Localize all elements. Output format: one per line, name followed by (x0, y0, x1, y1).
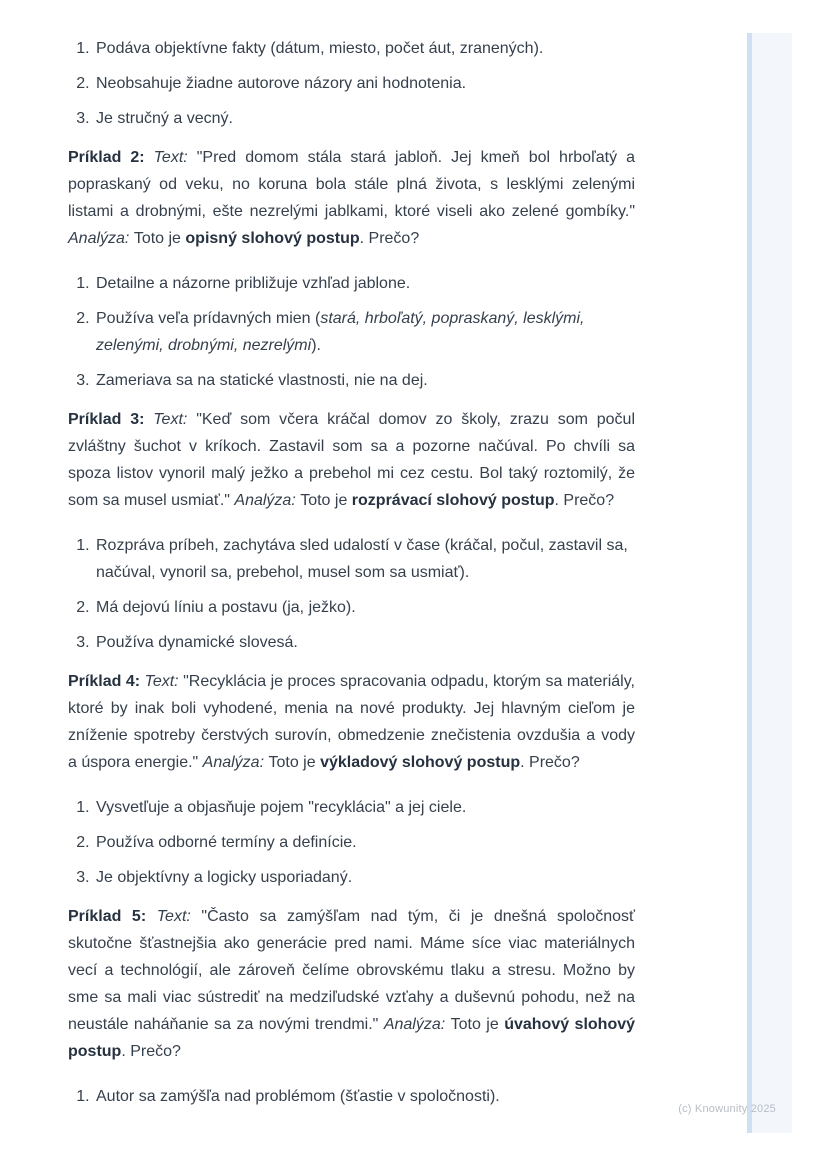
bold-text: Príklad 3: (68, 411, 154, 428)
text-run: . Prečo? (520, 754, 580, 771)
bold-text: opisný slohový postup (185, 230, 360, 247)
italic-text: Analýza: (68, 230, 134, 247)
paragraph (68, 406, 635, 514)
text-run: Je objektívny a logicky usporiadaný. (96, 869, 353, 886)
list-item (94, 70, 635, 97)
list-item (94, 864, 635, 891)
text-run: Detailne a názorne približuje vzhľad jablone. (96, 275, 411, 292)
text-run: "Keď som včera kráčal domov zo školy, zrazu som počul zvláštny šuchot v kríkoch. Zastavil som sa a pozorne načúval. Po chvíli sa spoza listov vynoril malý ježko a prebehol mi cez cestu. Bol taký roztomilý, že som sa musel usmiať." (68, 411, 636, 509)
text-run: Má dejovú líniu a postavu (ja, ježko). (96, 599, 356, 616)
text-run: Toto je (450, 1016, 505, 1033)
list-item (94, 270, 635, 297)
text-run: Toto je (133, 230, 186, 247)
bold-text: výkladový slohový postup (320, 754, 521, 771)
list-item (94, 1083, 635, 1110)
text-run: Toto je (268, 754, 321, 771)
italic-text: Analýza: (383, 1016, 451, 1033)
text-run: "Často sa zamýšľam nad tým, či je dnešná spoločnosť skutočne šťastnejšia ako generácie pred nami. Máme síce viac materiálnych vecí a technológií, ale zároveň čelíme obrovskému tlaku a stresu. Možno by sme sa mali viac sústrediť na medziľudské vzťahy a duševnú pohodu, než na neustále naháňanie sa za novými trendmi." (68, 908, 635, 1033)
text-run: . Prečo? (554, 492, 615, 509)
text-run: Zameriava sa na statické vlastnosti, nie na dej. (96, 372, 428, 389)
ordered-list (68, 1083, 635, 1110)
text-run: "Recyklácia je proces spracovania odpadu, ktorým sa materiály, ktoré by inak boli vyhodené, menia na nové produkty. Jej hlavným cieľom je zníženie spotreby čerstvých surovín, obmedzenie znečistenia ovzdušia a vody a úspora energie." (68, 673, 635, 771)
ordered-list (68, 35, 635, 132)
text-run: Podáva objektívne fakty (dátum, miesto, počet áut, zranených). (96, 40, 544, 57)
ordered-list (68, 270, 635, 394)
text-run: Používa dynamické slovesá. (96, 634, 298, 651)
document-content (68, 35, 635, 1122)
list-item (94, 35, 635, 62)
right-vertical-bar (747, 33, 792, 1133)
text-run: Vysvetľuje a objasňuje pojem "recyklácia" a jej ciele. (96, 799, 467, 816)
list-item (94, 829, 635, 856)
bold-text: rozprávací slohový postup (351, 492, 555, 509)
italic-text: Text: (144, 673, 184, 690)
text-run: Je stručný a vecný. (96, 110, 233, 127)
paragraph (68, 668, 635, 776)
text-run: . Prečo? (121, 1043, 181, 1060)
text-run: . Prečo? (359, 230, 420, 247)
text-run: ). (311, 337, 321, 354)
list-item (94, 105, 635, 132)
text-run: Rozpráva príbeh, zachytáva sled udalostí v čase (kráčal, počul, zastavil sa, načúval, vynoril sa, prebehol, musel som sa usmiať). (96, 537, 628, 581)
paragraph (68, 144, 635, 252)
ordered-list (68, 532, 635, 656)
text-run: Neobsahuje žiadne autorove názory ani hodnotenia. (96, 75, 467, 92)
list-item (94, 594, 635, 621)
bold-text: Príklad 2: (68, 149, 154, 166)
bold-text: úvahový slohový postup (68, 1016, 636, 1060)
right-vertical-bar-edge (747, 33, 752, 1133)
text-run: Používa veľa prídavných mien ( (96, 310, 321, 327)
italic-text: Analýza: (234, 492, 301, 509)
italic-text: Text: (153, 411, 197, 428)
watermark: (c) Knowunity 2025 (678, 1103, 776, 1115)
list-item (94, 794, 635, 821)
list-item (94, 305, 635, 359)
ordered-list (68, 794, 635, 891)
italic-text: stará, hrboľatý, popraskaný, lesklými, zelenými, drobnými, nezrelými (96, 310, 585, 354)
text-run: "Pred domom stála stará jabloň. Jej kmeň bol hrboľatý a popraskaný od veku, no koruna bola stále plná života, s lesklými zelenými listami a drobnými, ešte nezrelými jablkami, ktoré viseli ako zelené gombíky." (68, 149, 635, 220)
bold-text: Príklad 5: (68, 908, 157, 925)
italic-text: Text: (156, 908, 202, 925)
text-run: Autor sa zamýšľa nad problémom (šťastie v spoločnosti). (96, 1088, 500, 1105)
paragraph (68, 903, 635, 1065)
text-run: Toto je (300, 492, 352, 509)
list-item (94, 629, 635, 656)
italic-text: Analýza: (202, 754, 269, 771)
italic-text: Text: (153, 149, 197, 166)
list-item (94, 367, 635, 394)
text-run: Používa odborné termíny a definície. (96, 834, 357, 851)
list-item (94, 532, 635, 586)
bold-text: Príklad 4: (68, 673, 145, 690)
